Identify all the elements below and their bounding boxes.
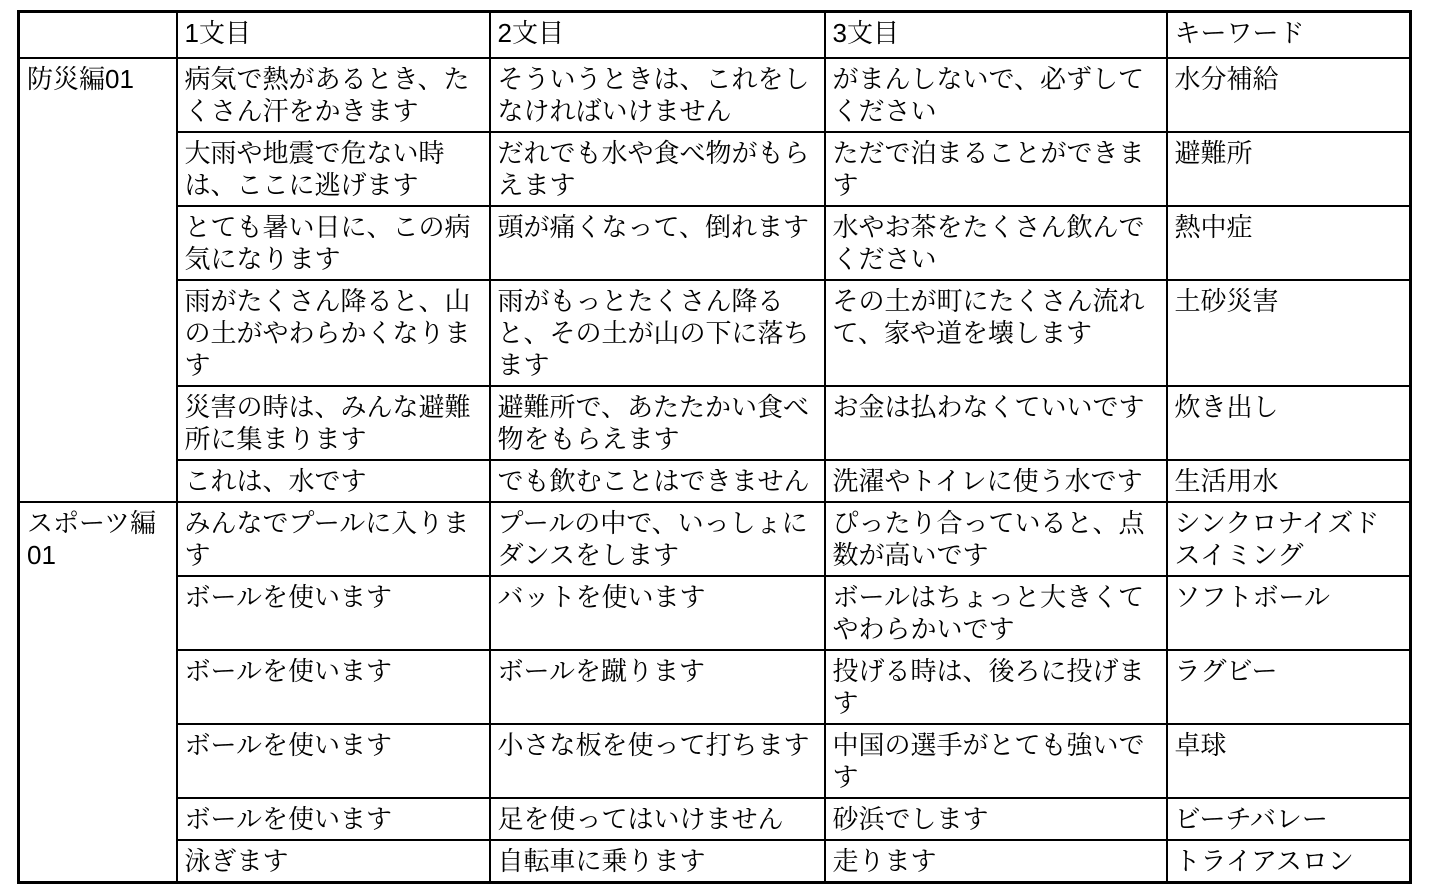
table-row (19, 132, 1411, 206)
cell-sentence1: 病気で熱があるとき、たくさん汗をかきます (177, 58, 490, 132)
header-row (19, 12, 1411, 59)
cell-sentence1: とても暑い日に、この病気になります (177, 206, 490, 280)
cell-keyword: 生活用水 (1167, 460, 1411, 502)
cell-sentence1: 災害の時は、みんな避難所に集まります (177, 386, 490, 460)
cell-sentence2: だれでも水や食べ物がもらえます (490, 132, 825, 206)
cell-keyword: 避難所 (1167, 132, 1411, 206)
cell-keyword: トライアスロン (1167, 840, 1411, 883)
cell-sentence3: 洗濯やトイレに使う水です (825, 460, 1167, 502)
cell-sentence3: がまんしないで、必ずしてください (825, 58, 1167, 132)
cell-sentence1: ボールを使います (177, 576, 490, 650)
cell-sentence1: みんなでプールに入ります (177, 502, 490, 576)
table-row (19, 502, 1411, 576)
cell-sentence3: 中国の選手がとても強いです (825, 724, 1167, 798)
corner-cell (19, 12, 177, 59)
cell-sentence2: 小さな板を使って打ちます (490, 724, 825, 798)
cell-keyword: ビーチバレー (1167, 798, 1411, 840)
cell-sentence3: ボールはちょっと大きくてやわらかいです (825, 576, 1167, 650)
cell-sentence3: 砂浜でします (825, 798, 1167, 840)
cell-sentence2: ボールを蹴ります (490, 650, 825, 724)
table-row (19, 650, 1411, 724)
group-label-sports: スポーツ編01 (19, 502, 177, 883)
table-row (19, 460, 1411, 502)
vocabulary-table (17, 10, 1412, 884)
table-row (19, 576, 1411, 650)
table-row (19, 724, 1411, 798)
table-row (19, 280, 1411, 386)
cell-sentence1: これは、水です (177, 460, 490, 502)
cell-sentence1: ボールを使います (177, 650, 490, 724)
cell-sentence1: 泳ぎます (177, 840, 490, 883)
column-header-sentence3: 3文目 (825, 12, 1167, 59)
cell-sentence3: 水やお茶をたくさん飲んでください (825, 206, 1167, 280)
table-row (19, 798, 1411, 840)
cell-sentence3: その土が町にたくさん流れて、家や道を壊します (825, 280, 1167, 386)
document-page (17, 10, 1412, 884)
cell-sentence3: ぴったり合っていると、点数が高いです (825, 502, 1167, 576)
cell-sentence3: 投げる時は、後ろに投げます (825, 650, 1167, 724)
cell-sentence2: でも飲むことはできません (490, 460, 825, 502)
cell-keyword: 熱中症 (1167, 206, 1411, 280)
column-header-sentence1: 1文目 (177, 12, 490, 59)
table-row (19, 206, 1411, 280)
cell-sentence1: ボールを使います (177, 724, 490, 798)
column-header-keyword: キーワード (1167, 12, 1411, 59)
cell-keyword: シンクロナイズドスイミング (1167, 502, 1411, 576)
table-row (19, 386, 1411, 460)
group-label-bousai: 防災編01 (19, 58, 177, 502)
cell-sentence2: バットを使います (490, 576, 825, 650)
cell-sentence2: 自転車に乗ります (490, 840, 825, 883)
cell-keyword: ラグビー (1167, 650, 1411, 724)
cell-sentence3: お金は払わなくていいです (825, 386, 1167, 460)
cell-sentence2: プールの中で、いっしょにダンスをします (490, 502, 825, 576)
cell-sentence2: 足を使ってはいけません (490, 798, 825, 840)
cell-sentence2: そういうときは、これをしなければいけません (490, 58, 825, 132)
cell-sentence2: 頭が痛くなって、倒れます (490, 206, 825, 280)
table-row (19, 840, 1411, 883)
cell-keyword: 炊き出し (1167, 386, 1411, 460)
cell-sentence3: 走ります (825, 840, 1167, 883)
table-row (19, 58, 1411, 132)
cell-sentence1: ボールを使います (177, 798, 490, 840)
cell-sentence3: ただで泊まることができます (825, 132, 1167, 206)
cell-sentence2: 雨がもっとたくさん降ると、その土が山の下に落ちます (490, 280, 825, 386)
cell-sentence1: 大雨や地震で危ない時は、ここに逃げます (177, 132, 490, 206)
cell-sentence2: 避難所で、あたたかい食べ物をもらえます (490, 386, 825, 460)
cell-keyword: ソフトボール (1167, 576, 1411, 650)
column-header-sentence2: 2文目 (490, 12, 825, 59)
cell-keyword: 土砂災害 (1167, 280, 1411, 386)
cell-keyword: 水分補給 (1167, 58, 1411, 132)
cell-sentence1: 雨がたくさん降ると、山の土がやわらかくなります (177, 280, 490, 386)
cell-keyword: 卓球 (1167, 724, 1411, 798)
